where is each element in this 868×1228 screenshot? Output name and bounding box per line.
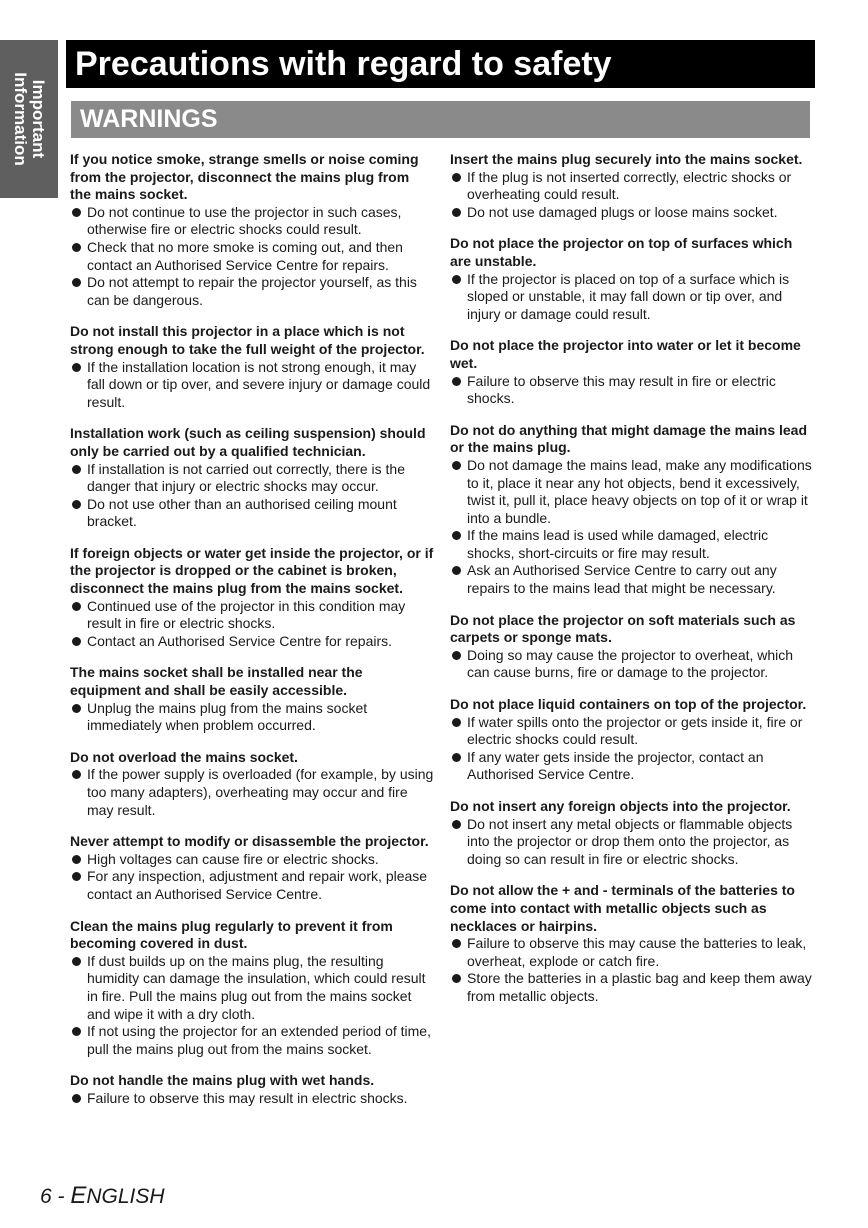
bullet-text: If the power supply is overloaded (for example, by using too many adapters), overheating may occur and fire may result. [87, 766, 434, 818]
warning-bullet [450, 816, 814, 869]
side-tab-label [11, 72, 47, 166]
bullet-text: Contact an Authorised Service Centre for repairs. [87, 632, 393, 649]
bullet-dot-icon [452, 718, 461, 727]
bullet-dot-icon [452, 377, 461, 386]
bullet-text: If the mains lead is used while damaged, electric shocks, short-circuits or fire may result. [467, 527, 769, 561]
bullet-text: Unplug the mains plug from the mains socket immediately when problem occurred. [87, 699, 368, 734]
bullet-text: Do not damage the mains lead, make any modifications to it, place it near any hot objects, bend it excessively, twist it, pull it, place heavy objects on top of it or wrap it into a bundle. [467, 456, 812, 526]
warning-heading: Do not allow the + and - terminals of the batteries to come into contact with metallic objects such as necklaces or hairpins. [450, 882, 795, 934]
warning-heading: Clean the mains plug regularly to prevent it from becoming covered in dust. [70, 917, 393, 952]
warning-item [450, 612, 814, 682]
bullet-text: Ask an Authorised Service Centre to carry out any repairs to the mains lead that might be necessary. [467, 562, 777, 597]
warning-bullet [70, 633, 434, 651]
warning-bullet [70, 766, 434, 819]
warning-item [70, 749, 434, 819]
bullet-dot-icon [72, 770, 81, 779]
right-column [450, 151, 814, 1020]
warning-heading: Do not place liquid containers on top of the projector. [450, 696, 807, 713]
warning-bullet [450, 527, 814, 562]
warning-item [70, 425, 434, 531]
bullet-text: Doing so may cause the projector to overheat, which can cause burns, fire or damage to the projector. [467, 646, 794, 681]
bullet-text: Do not use damaged plugs or loose mains socket. [467, 203, 778, 220]
bullet-text: Do not use other than an authorised ceiling mount bracket. [87, 495, 397, 530]
bullet-dot-icon [72, 363, 81, 372]
warning-bullet [70, 461, 434, 496]
warning-item [450, 151, 814, 221]
bullet-dot-icon [452, 820, 461, 829]
warning-item [450, 337, 814, 407]
warning-item [450, 235, 814, 323]
bullet-text: High voltages can cause fire or electric shocks. [87, 850, 379, 867]
warning-item [450, 882, 814, 1005]
bullet-dot-icon [72, 1094, 81, 1103]
warning-heading: Installation work (such as ceiling suspension) should only be carried out by a qualified technician. [70, 425, 426, 459]
side-tab-line1: Important [29, 79, 48, 159]
warning-item [70, 151, 434, 309]
bullet-text: If any water gets inside the projector, contact an Authorised Service Centre. [467, 748, 764, 783]
warning-heading: Do not place the projector into water or let it become wet. [450, 337, 801, 371]
bullet-dot-icon [72, 855, 81, 864]
bullet-dot-icon [72, 278, 81, 287]
warning-bullet [450, 169, 814, 204]
bullet-dot-icon [72, 637, 81, 646]
bullet-text: Store the batteries in a plastic bag and keep them away from metallic objects. [467, 970, 812, 1004]
warning-item [450, 798, 814, 868]
bullet-text: If dust builds up on the mains plug, the resulting humidity can damage the insulation, which could result in fire. Pull the mains plug out from the mains socket and wipe it with a dry cloth. [87, 952, 426, 1022]
warning-item [70, 1072, 434, 1107]
warning-bullet [70, 274, 434, 309]
bullet-text: If not using the projector for an extended period of time, pull the mains plug out from the mains socket. [87, 1023, 431, 1057]
warning-bullet [70, 239, 434, 274]
bullet-text: If the projector is placed on top of a surface which is sloped or unstable, it may fall down or tip over, and injury or damage could result. [467, 270, 790, 322]
warning-item [70, 664, 434, 734]
bullet-dot-icon [72, 1027, 81, 1036]
warning-bullet [70, 496, 434, 531]
bullet-dot-icon [72, 872, 81, 881]
bullet-text: Check that no more smoke is coming out, and then contact an Authorised Service Centre for repairs. [87, 238, 403, 273]
bullet-text: Do not continue to use the projector in such cases, otherwise fire or electric shocks could result. [87, 203, 402, 238]
bullet-text: Do not attempt to repair the projector yourself, as this can be dangerous. [87, 274, 417, 308]
warning-heading: The mains socket shall be installed near the equipment and shall be easily accessible. [70, 664, 363, 699]
footer-language-initial: E [70, 1182, 87, 1209]
bullet-dot-icon [452, 566, 461, 575]
warning-bullet [70, 700, 434, 735]
warning-heading: Do not handle the mains plug with wet hands. [70, 1072, 375, 1089]
page-footer [40, 1182, 165, 1210]
warning-bullet [70, 204, 434, 239]
warning-heading: If foreign objects or water get inside the projector, or if the projector is dropped or the cabinet is broken, disconnect the mains plug from the mains socket. [70, 544, 434, 597]
bullet-dot-icon [72, 602, 81, 611]
bullet-dot-icon [72, 500, 81, 509]
bullet-text: If water spills onto the projector or gets inside it, fire or electric shocks could result. [467, 713, 803, 748]
warning-bullet [450, 970, 814, 1005]
bullet-text: If the installation location is not strong enough, it may fall down or tip over, and severe injury or damage could result. [87, 358, 431, 410]
warning-bullet [70, 868, 434, 903]
warning-bullet [70, 1090, 434, 1108]
page-number: 6 - [40, 1185, 65, 1208]
warning-bullet [450, 457, 814, 527]
bullet-dot-icon [452, 208, 461, 217]
bullet-dot-icon [452, 753, 461, 762]
warning-heading: Do not do anything that might damage the mains lead or the mains plug. [450, 421, 808, 456]
bullet-dot-icon [72, 243, 81, 252]
warning-heading: If you notice smoke, strange smells or noise coming from the projector, disconnect the mains plug from the mains socket. [70, 151, 419, 203]
warning-item [70, 833, 434, 903]
bullet-text: For any inspection, adjustment and repair work, please contact an Authorised Service Centre. [87, 868, 428, 902]
bullet-text: Failure to observe this may result in fire or electric shocks. [467, 372, 776, 407]
warning-bullet [70, 359, 434, 412]
warning-heading: Do not install this projector in a place which is not strong enough to take the full weight of the projector. [70, 323, 425, 357]
warning-bullet [450, 373, 814, 408]
warning-bullet [70, 851, 434, 869]
bullet-dot-icon [452, 939, 461, 948]
warning-item [70, 918, 434, 1059]
side-section-tab [0, 40, 58, 198]
warning-bullet [450, 562, 814, 597]
bullet-text: Failure to observe this may cause the batteries to leak, overheat, explode or catch fire. [467, 935, 807, 969]
warning-heading: Do not overload the mains socket. [70, 748, 298, 765]
bullet-dot-icon [72, 465, 81, 474]
bullet-dot-icon [452, 275, 461, 284]
warning-heading: Insert the mains plug securely into the mains socket. [450, 151, 803, 167]
warning-bullet [70, 598, 434, 633]
warning-bullet [70, 1023, 434, 1058]
warning-bullet [450, 749, 814, 784]
warning-item [450, 696, 814, 784]
warning-heading: Do not insert any foreign objects into the projector. [450, 798, 791, 814]
bullet-text: Continued use of the projector in this condition may result in fire or electric shocks. [87, 597, 406, 632]
bullet-text: If the plug is not inserted correctly, electric shocks or overheating could result. [467, 168, 792, 203]
warning-item [70, 545, 434, 651]
warning-bullet [450, 935, 814, 970]
warning-bullet [450, 204, 814, 222]
side-tab-line2: Information [11, 72, 30, 166]
bullet-text: Do not insert any metal objects or flammable objects into the projector or drop them onto the projector, as doing so can result in fire or electric shocks. [467, 815, 793, 867]
warning-heading: Do not place the projector on soft materials such as carpets or sponge mats. [450, 611, 796, 646]
bullet-dot-icon [452, 974, 461, 983]
warning-item [70, 323, 434, 411]
warning-bullet [70, 953, 434, 1023]
bullet-dot-icon [452, 461, 461, 470]
bullet-dot-icon [452, 531, 461, 540]
bullet-dot-icon [452, 173, 461, 182]
bullet-text: If installation is not carried out correctly, there is the danger that injury or electric shocks may occur. [87, 460, 405, 495]
bullet-dot-icon [72, 957, 81, 966]
warning-heading: Do not place the projector on top of surfaces which are unstable. [450, 235, 793, 269]
footer-language-rest: NGLISH [86, 1185, 165, 1208]
bullet-text: Failure to observe this may result in electric shocks. [87, 1089, 408, 1106]
left-column [70, 151, 434, 1122]
page-title: Precautions with regard to safety [66, 40, 815, 88]
warning-item [450, 422, 814, 598]
warning-bullet [450, 271, 814, 324]
bullet-dot-icon [72, 208, 81, 217]
warning-bullet [450, 714, 814, 749]
warning-bullet [450, 647, 814, 682]
warning-heading: Never attempt to modify or disassemble the projector. [70, 833, 429, 850]
bullet-dot-icon [72, 704, 81, 713]
bullet-dot-icon [452, 651, 461, 660]
section-heading-warnings: WARNINGS [71, 101, 810, 138]
